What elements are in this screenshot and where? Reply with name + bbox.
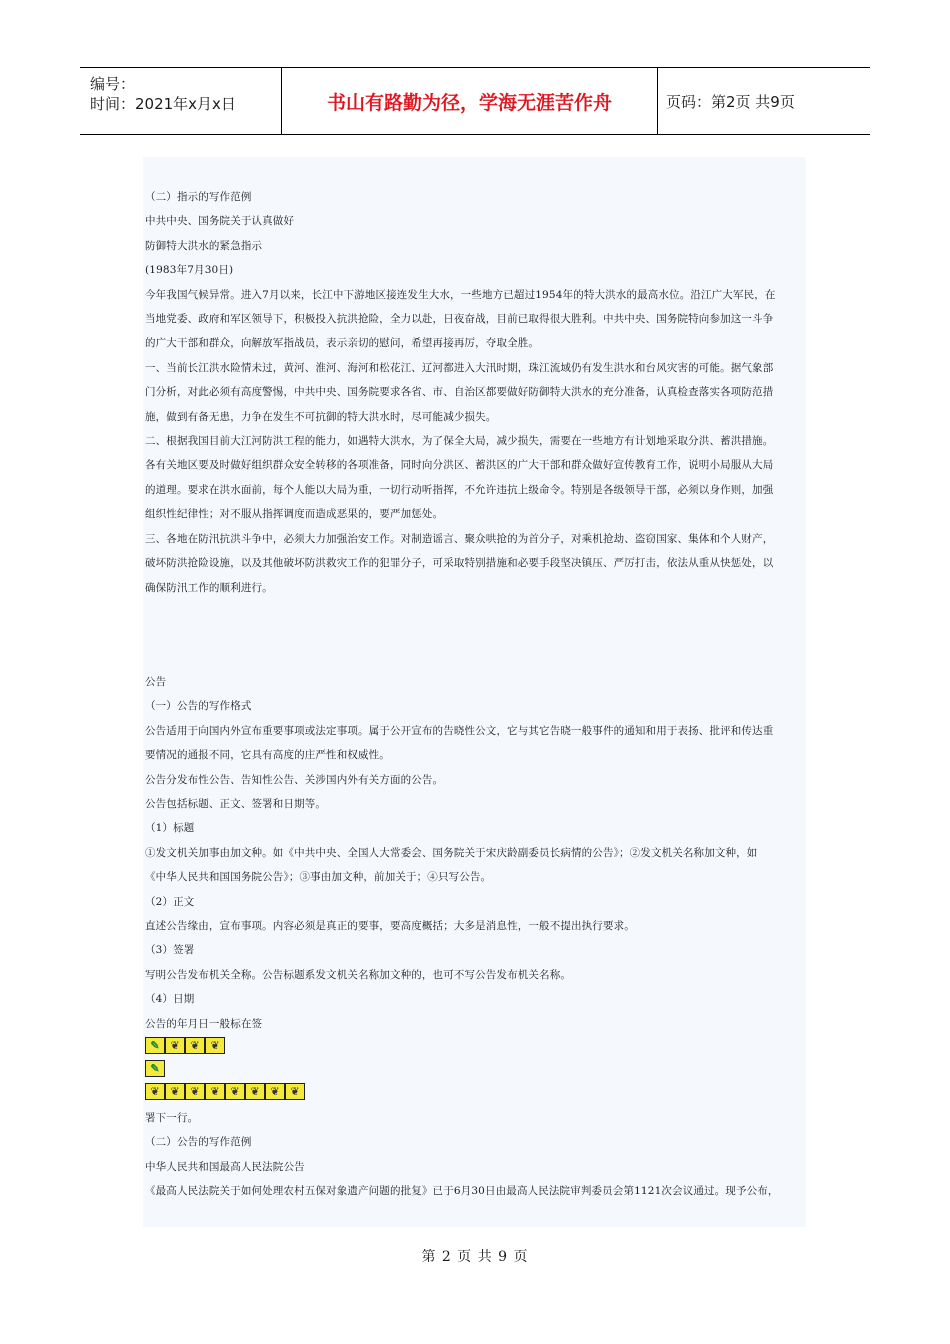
section-announcement-example <box>145 1106 806 1204</box>
text-line: 的道理。要求在洪水面前，每个人能以大局为重，一切行动听指挥，不允许违抗上级命令。特别是各级领导干部，必须以身作则，加强 <box>145 483 774 496</box>
text-line: 直述公告缘由，宣布事项。内容必须是真正的要事，要高度概括；大多是消息性，一般不提出执行要求。 <box>145 919 635 932</box>
text-line: 防御特大洪水的紧急指示 <box>145 239 263 252</box>
document-date-label: 时间：2021年x月x日 <box>90 95 236 113</box>
page-header <box>80 67 870 135</box>
text-line: （2）正文 <box>145 895 195 908</box>
text-line: （二）指示的写作范例 <box>145 191 252 203</box>
text-line: 要情况的通报不同，它具有高度的庄严性和权威性。 <box>145 749 390 762</box>
paper-scroll-icon: ❦ <box>185 1083 205 1100</box>
text-line: 署下一行。 <box>145 1112 199 1124</box>
document-pencil-icon: ✎ <box>145 1037 165 1054</box>
header-page-number: 页码：第2页 共9页 <box>666 92 795 111</box>
embedded-icon-row-3 <box>145 1083 806 1103</box>
document-body <box>143 157 806 1227</box>
header-motto: 书山有路勤为径，学海无涯苦作舟 <box>282 68 658 134</box>
text-line: 写明公告发布机关全称。公告标题系发文机关名称加文种的，也可不写公告发布机关名称。 <box>145 968 571 981</box>
text-line: 《中华人民共和国国务院公告》；③事由加文种，前加关于；④只写公告。 <box>145 871 492 884</box>
document-pencil-icon: ✎ <box>145 1060 165 1077</box>
paper-scroll-icon: ❦ <box>225 1083 245 1100</box>
text-line: 公告 <box>145 675 167 688</box>
paper-scroll-icon: ❦ <box>145 1083 165 1100</box>
text-line: 施，做到有备无患，力争在发生不可抗御的特大洪水时，尽可能减少损失。 <box>145 410 497 423</box>
paper-scroll-icon: ❦ <box>265 1083 285 1100</box>
text-line: 一、当前长江洪水险情未过，黄河、淮河、海河和松花江、辽河都进入大汛时期，珠江流域仍有发生洪水和台风灾害的可能。据气象部 <box>145 361 774 374</box>
paper-scroll-icon: ❦ <box>205 1083 225 1100</box>
header-meta <box>80 68 282 134</box>
text-line: 确保防汛工作的顺利进行。 <box>145 581 273 594</box>
text-line: （二）公告的写作范例 <box>145 1136 252 1149</box>
text-line: （一）公告的写作格式 <box>145 700 252 713</box>
text-line: 公告包括标题、正文、签署和日期等。 <box>145 797 327 810</box>
paper-scroll-icon: ❦ <box>205 1037 225 1054</box>
paper-scroll-icon: ❦ <box>165 1083 185 1100</box>
paper-scroll-icon: ❦ <box>245 1083 265 1100</box>
text-line: 当地党委、政府和军区领导下，积极投入抗洪抢险，全力以赴，日夜奋战，目前已取得很大胜利。中共中央、国务院特向参加这一斗争 <box>145 313 774 326</box>
text-line: （4）日期 <box>145 993 195 1006</box>
section-gap <box>145 600 806 670</box>
page-footer: 第 2 页 共 9 页 <box>421 1249 529 1265</box>
text-line: 公告分发布性公告、告知性公告、关涉国内外有关方面的公告。 <box>145 773 444 786</box>
text-line: 中华人民共和国最高人民法院公告 <box>145 1160 305 1173</box>
document-number-label: 编号： <box>90 75 136 93</box>
section-announcement <box>145 670 806 1036</box>
text-line: 三、各地在防汛抗洪斗争中，必须大力加强治安工作。对制造谣言、聚众哄抢的为首分子，对乘机抢劫、盗窃国家、集体和个人财产， <box>145 532 774 545</box>
paper-scroll-icon: ❦ <box>185 1037 205 1054</box>
text-line: 公告适用于向国内外宣布重要事项或法定事项。属于公开宣布的告晓性公文，它与其它告晓一般事件的通知和用于表扬、批评和传达重 <box>145 724 774 737</box>
section-directive-example <box>145 185 806 600</box>
text-line: （3）签署 <box>145 944 195 957</box>
text-line: 各有关地区要及时做好组织群众安全转移的各项准备，同时向分洪区、蓄洪区的广大干部和群众做好宣传教育工作，说明小局服从大局 <box>145 459 774 472</box>
text-line: 二、根据我国目前大江河防洪工程的能力，如遇特大洪水，为了保全大局，减少损失，需要在一些地方有计划地采取分洪、蓄洪措施。 <box>145 435 774 448</box>
text-line: （1）标题 <box>145 822 195 835</box>
text-line: 组织性纪律性；对不服从指挥调度而造成恶果的，要严加惩处。 <box>145 508 444 521</box>
text-line: 破坏防洪抢险设施，以及其他破坏防洪救灾工作的犯罪分子，可采取特别措施和必要手段坚决镇压、严厉打击，依法从重从快惩处，以 <box>145 557 774 570</box>
embedded-icon-row-1 <box>145 1037 806 1057</box>
embedded-icon-row-2 <box>145 1060 806 1080</box>
text-line: ①发文机关加事由加文种。如《中共中央、全国人大常委会、国务院关于宋庆龄副委员长病情的公告》；②发文机关名称加文种，如 <box>145 846 758 859</box>
paper-scroll-icon: ❦ <box>285 1083 305 1100</box>
text-line: 中共中央、国务院关于认真做好 <box>145 215 295 228</box>
text-line: 《最高人民法院关于如何处理农村五保对象遗产问题的批复》已于6月30日由最高人民法院审判委员会第1121次会议通过。现予公布， <box>145 1185 779 1198</box>
paper-scroll-icon: ❦ <box>165 1037 185 1054</box>
text-line: (1983年7月30日) <box>145 264 234 277</box>
text-line: 门分析，对此必须有高度警惕，中共中央、国务院要求各省、市、自治区都要做好防御特大洪水的充分准备，认真检查落实各项防范措 <box>145 386 774 399</box>
text-line: 公告的年月日一般标在签 <box>145 1017 263 1030</box>
text-line: 的广大干部和群众，向解放军指战员，表示亲切的慰问，希望再接再厉，夺取全胜。 <box>145 337 540 350</box>
text-line: 今年我国气候异常。进入7月以来，长江中下游地区接连发生大水，一些地方已超过1954年的特大洪水的最高水位。沿江广大军民，在 <box>145 288 776 301</box>
